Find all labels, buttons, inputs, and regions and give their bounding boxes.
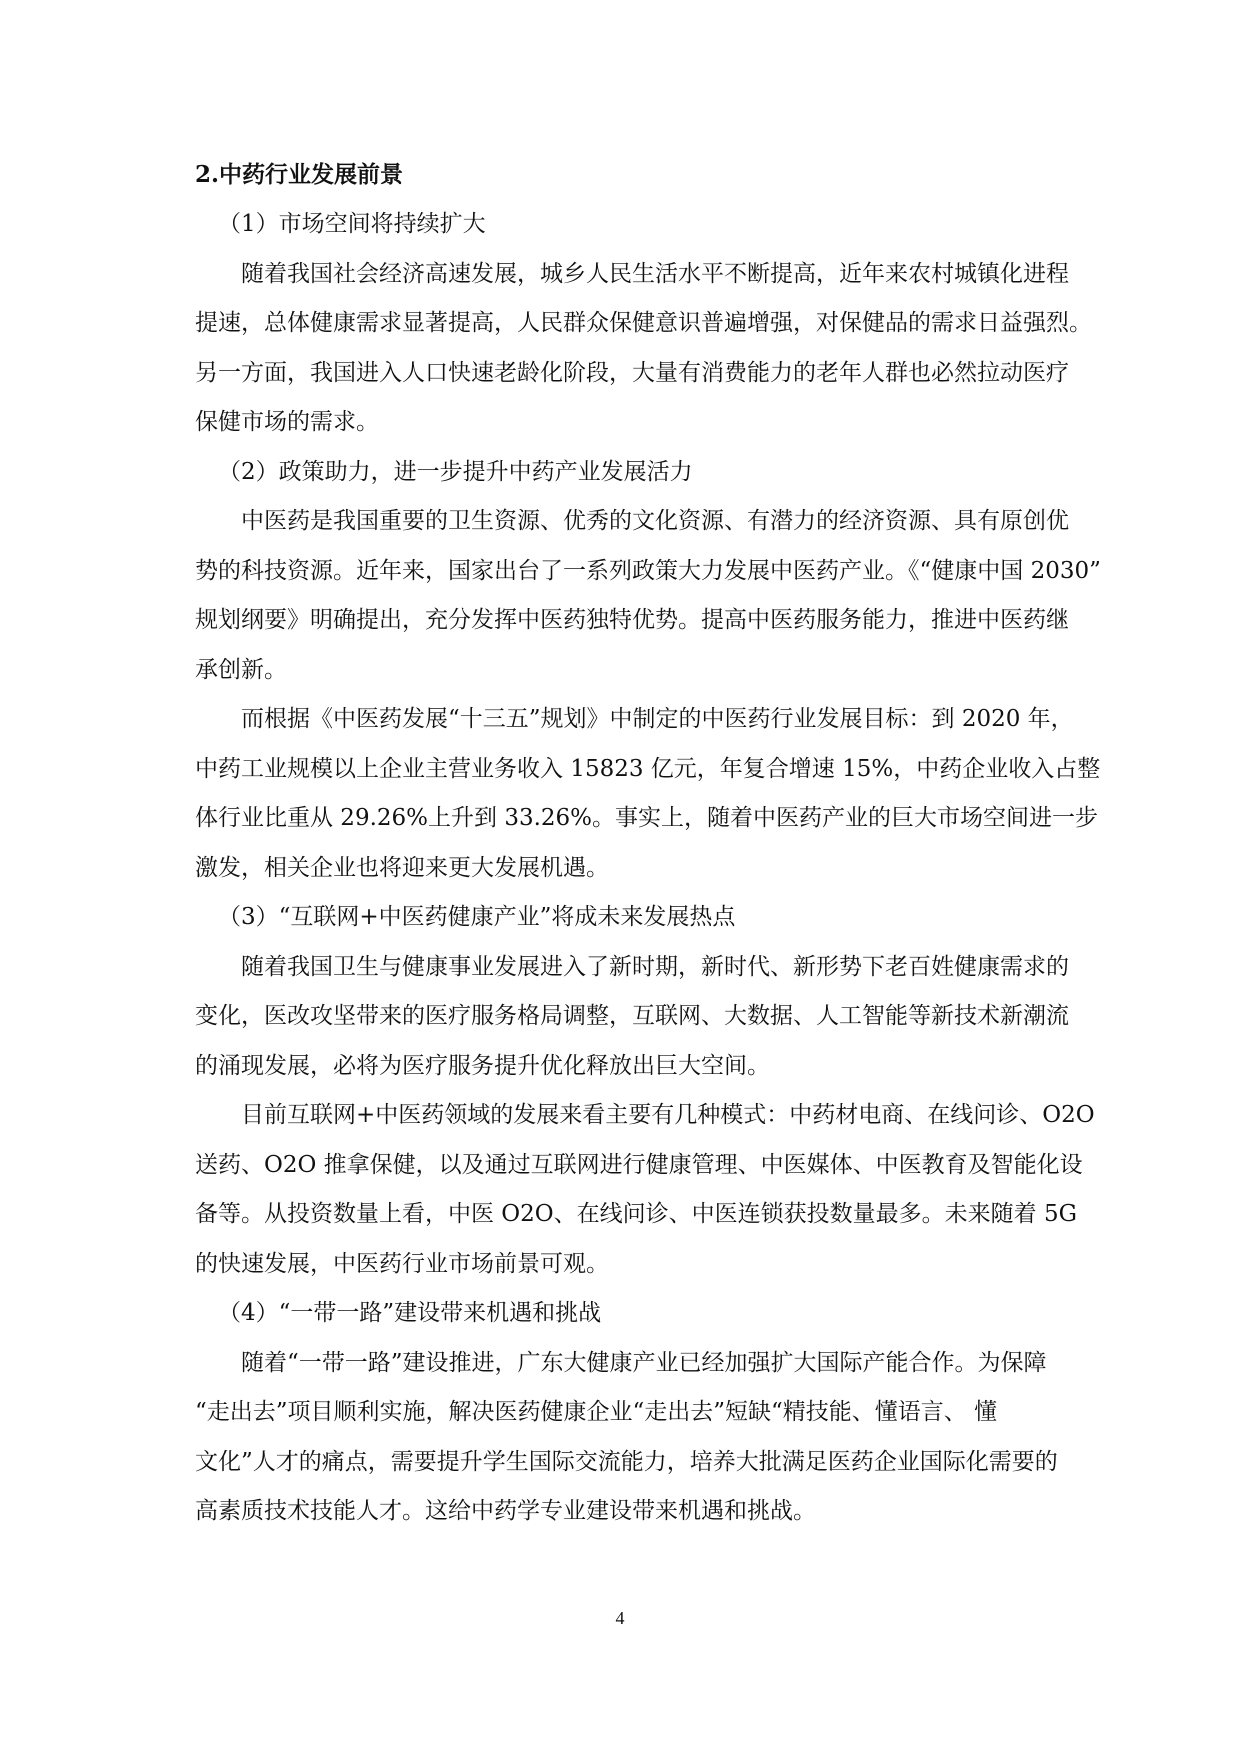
paragraph-line: 的涌现发展，必将为医疗服务提升优化释放出巨大空间。	[195, 1052, 770, 1079]
paragraph-line: 激发，相关企业也将迎来更大发展机遇。	[195, 854, 609, 881]
subsection-heading: （4）“一带一路”建设带来机遇和挑战	[218, 1300, 602, 1326]
subsection-heading: （3）“互联网+中医药健康产业”将成未来发展热点	[218, 904, 736, 930]
paragraph-line: 中药工业规模以上企业主营业务收入 15823 亿元，年复合增速 15%，中药企业收入占整	[195, 755, 1101, 782]
paragraph-line: 体行业比重从 29.26%上升到 33.26%。事实上，随着中医药产业的巨大市场空间进一步	[195, 805, 1099, 831]
paragraph-line: 保健市场的需求。	[195, 409, 379, 435]
paragraph	[195, 497, 1101, 695]
paragraph-line: “走出去”项目顺利实施，解决医药健康企业“走出去”短缺“精技能、懂语言、 懂	[195, 1399, 998, 1425]
paragraph-line: 中医药是我国重要的卫生资源、优秀的文化资源、有潜力的经济资源、具有原创优	[241, 508, 1069, 534]
paragraph-line: 而根据《中医药发展“十三五”规划》中制定的中医药行业发展目标：到 2020 年，	[241, 706, 1074, 732]
paragraph-line: 的快速发展，中医药行业市场前景可观。	[195, 1250, 609, 1277]
paragraph-line: 高素质技术技能人才。这给中药学专业建设带来机遇和挑战。	[195, 1498, 816, 1524]
subsection-heading: （2）政策助力，进一步提升中药产业发展活力	[218, 458, 693, 485]
paragraph-line: 提速，总体健康需求显著提高，人民群众保健意识普遍增强，对保健品的需求日益强烈。	[195, 310, 1092, 336]
document-body	[195, 150, 1101, 1537]
paragraph-line: 文化”人才的痛点，需要提升学生国际交流能力，培养大批满足医药企业国际化需要的	[195, 1448, 1058, 1475]
paragraph	[195, 695, 1101, 893]
paragraph-line: 规划纲要》明确提出，充分发挥中医药独特优势。提高中医药服务能力，推进中医药继	[195, 607, 1069, 633]
section-content	[195, 200, 1101, 1537]
paragraph-line: 另一方面，我国进入人口快速老龄化阶段，大量有消费能力的老年人群也必然拉动医疗	[195, 359, 1069, 386]
paragraph-line: 目前互联网+中医药领域的发展来看主要有几种模式：中药材电商、在线问诊、O2O	[241, 1102, 1095, 1128]
paragraph-line: 随着“一带一路”建设推进，广东大健康产业已经加强扩大国际产能合作。为保障	[241, 1349, 1047, 1376]
paragraph	[195, 943, 1095, 1092]
paragraph-line: 送药、O2O 推拿保健，以及通过互联网进行健康管理、中医媒体、中医教育及智能化设	[195, 1151, 1083, 1178]
paragraph-line: 随着我国社会经济高速发展，城乡人民生活水平不断提高，近年来农村城镇化进程	[241, 260, 1069, 287]
section-title: 2.中药行业发展前景	[195, 161, 404, 188]
paragraph	[195, 1091, 1095, 1289]
paragraph-line: 备等。从投资数量上看，中医 O2O、在线问诊、中医连锁获投数量最多。未来随着 5G	[195, 1201, 1077, 1227]
subsection-heading: （1）市场空间将持续扩大	[218, 211, 486, 237]
paragraph-line: 随着我国卫生与健康事业发展进入了新时期，新时代、新形势下老百姓健康需求的	[241, 953, 1069, 980]
page-number: 4	[615, 1608, 625, 1628]
paragraph-line: 承创新。	[195, 656, 287, 683]
paragraph	[195, 250, 1095, 448]
paragraph	[195, 1339, 1095, 1537]
paragraph-line: 势的科技资源。近年来，国家出台了一系列政策大力发展中医药产业。《“健康中国 2030”	[195, 557, 1101, 584]
paragraph-line: 变化，医改攻坚带来的医疗服务格局调整，互联网、大数据、人工智能等新技术新潮流	[195, 1003, 1069, 1029]
